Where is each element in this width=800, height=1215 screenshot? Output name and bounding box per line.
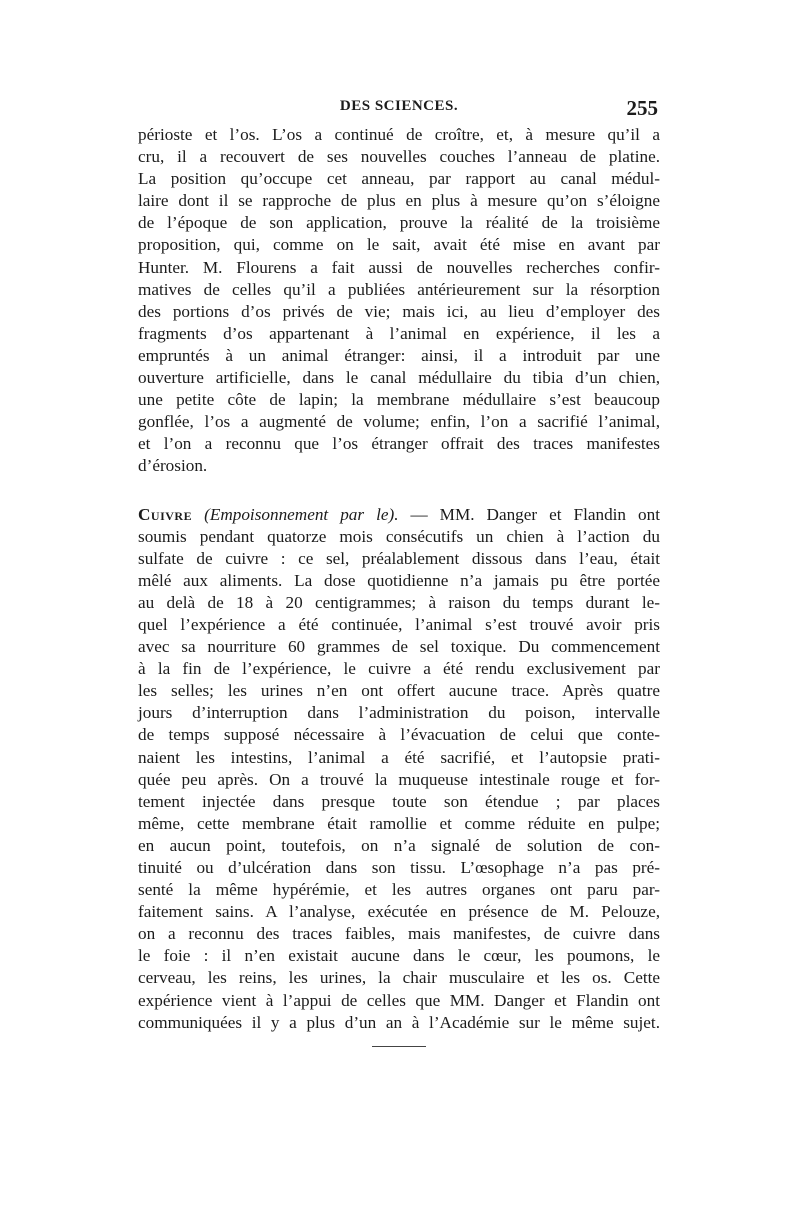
text-line: communiquées il y a plus d’un an à l’Académie sur le même sujet. <box>138 1012 660 1032</box>
text-line: mêlé aux aliments. La dose quotidienne n’a jamais pu être portée <box>138 570 660 590</box>
text-line: même, cette membrane était ramollie et comme réduite en pulpe; <box>138 813 660 833</box>
section-divider <box>372 1046 426 1047</box>
paragraph-cuivre <box>138 504 660 1034</box>
text-line: laire dont il se rapproche de plus en plus à mesure qu’on s’éloigne <box>138 191 660 211</box>
text-line: fragments d’os appartenant à l’animal en expérience, il les a <box>138 323 660 343</box>
text-line: La position qu’occupe cet anneau, par rapport au canal médul- <box>138 169 660 189</box>
text-line: Hunter. M. Flourens a fait aussi de nouvelles recherches confir- <box>138 257 660 277</box>
text-line: expérience vient à l’appui de celles que MM. Danger et Flandin ont <box>138 990 660 1010</box>
text-line: tinuité ou d’ulcération dans son tissu. L’œsophage n’a pas pré- <box>138 858 660 877</box>
text-line: matives de celles qu’il a publiées antérieurement sur la résorption <box>138 279 660 299</box>
text-line: empruntés à un animal étranger: ainsi, il a introduit par une <box>138 345 660 365</box>
text-line: tement injectée dans presque toute son étendue ; par places <box>138 791 660 811</box>
text-line: senté la même hypérémie, et les autres organes ont paru par- <box>138 880 660 900</box>
text-line: cru, il a recouvert de ses nouvelles couches l’anneau de platine. <box>138 147 660 167</box>
paragraph-heading-line <box>138 504 660 526</box>
text-line: les selles; les urines n’en ont offert aucune trace. Après quatre <box>138 681 660 701</box>
text-line: ouverture artificielle, dans le canal médullaire du tibia d’un chien, <box>138 368 660 388</box>
heading-line-rest: — MM. Danger et Flandin ont <box>398 504 660 524</box>
text-line: proposition, qui, comme on le sait, avait été mise en avant par <box>138 235 660 255</box>
text-line: et l’on a reconnu que l’os étranger offrait des traces manifestes <box>138 434 660 454</box>
text-line: à la fin de l’expérience, le cuivre a été rendu exclusivement par <box>138 659 660 679</box>
text-line: de temps supposé nécessaire à l’évacuation de celui que conte- <box>138 725 660 745</box>
text-line: quée peu après. On a trouvé la muqueuse intestinale rouge et for- <box>138 769 660 789</box>
text-line: jours d’interruption dans l’administration du poison, intervalle <box>138 703 660 723</box>
section-subtitle: (Empoisonnement par le). <box>204 504 399 524</box>
text-line: le foie : il n’en existait aucune dans le cœur, les poumons, le <box>138 946 660 966</box>
text-line: une petite côte de lapin; la membrane médullaire s’est beaucoup <box>138 390 660 410</box>
text-line: périoste et l’os. L’os a continué de croître, et, à mesure qu’il a <box>138 125 660 144</box>
text-line: de l’époque de son application, prouve la réalité de la troisième <box>138 213 660 233</box>
text-line: des portions d’os privés de vie; mais ici, au lieu d’employer des <box>138 301 660 321</box>
paragraph-flourens <box>138 124 660 478</box>
text-line: cerveau, les reins, les urines, la chair musculaire et les os. Cette <box>138 968 660 988</box>
text-line: au delà de 18 à 20 centigrammes; à raison du temps durant le- <box>138 592 660 612</box>
text-line: en aucun point, toutefois, on n’a signalé de solution de con- <box>138 835 660 855</box>
page-number: 255 <box>626 96 658 120</box>
text-line: d’érosion. <box>138 456 208 476</box>
text-line: quel l’expérience a été continuée, l’animal s’est trouvé avoir pris <box>138 614 660 634</box>
text-line: soumis pendant quatorze mois consécutifs un chien à l’action du <box>138 526 660 546</box>
text-line: avec sa nourriture 60 grammes de sel toxique. Du commencement <box>138 637 660 657</box>
text-line: naient les intestins, l’animal a été sacrifié, et l’autopsie prati- <box>138 747 660 767</box>
text-line: faitement sains. A l’analyse, exécutée en présence de M. Pelouze, <box>138 902 660 922</box>
text-line: gonflée, l’os a augmenté de volume; enfin, l’on a sacrifié l’animal, <box>138 412 660 432</box>
running-head-title: DES SCIENCES. <box>339 98 459 114</box>
book-page <box>138 96 660 1047</box>
running-head <box>138 96 660 122</box>
text-line: sulfate de cuivre : ce sel, préalablement dissous dans l’eau, était <box>138 548 660 568</box>
section-keyword: Cuivre <box>138 504 193 524</box>
paragraph-gap <box>138 478 660 504</box>
text-line: on a reconnu des traces faibles, mais manifestes, de cuivre dans <box>138 924 660 944</box>
